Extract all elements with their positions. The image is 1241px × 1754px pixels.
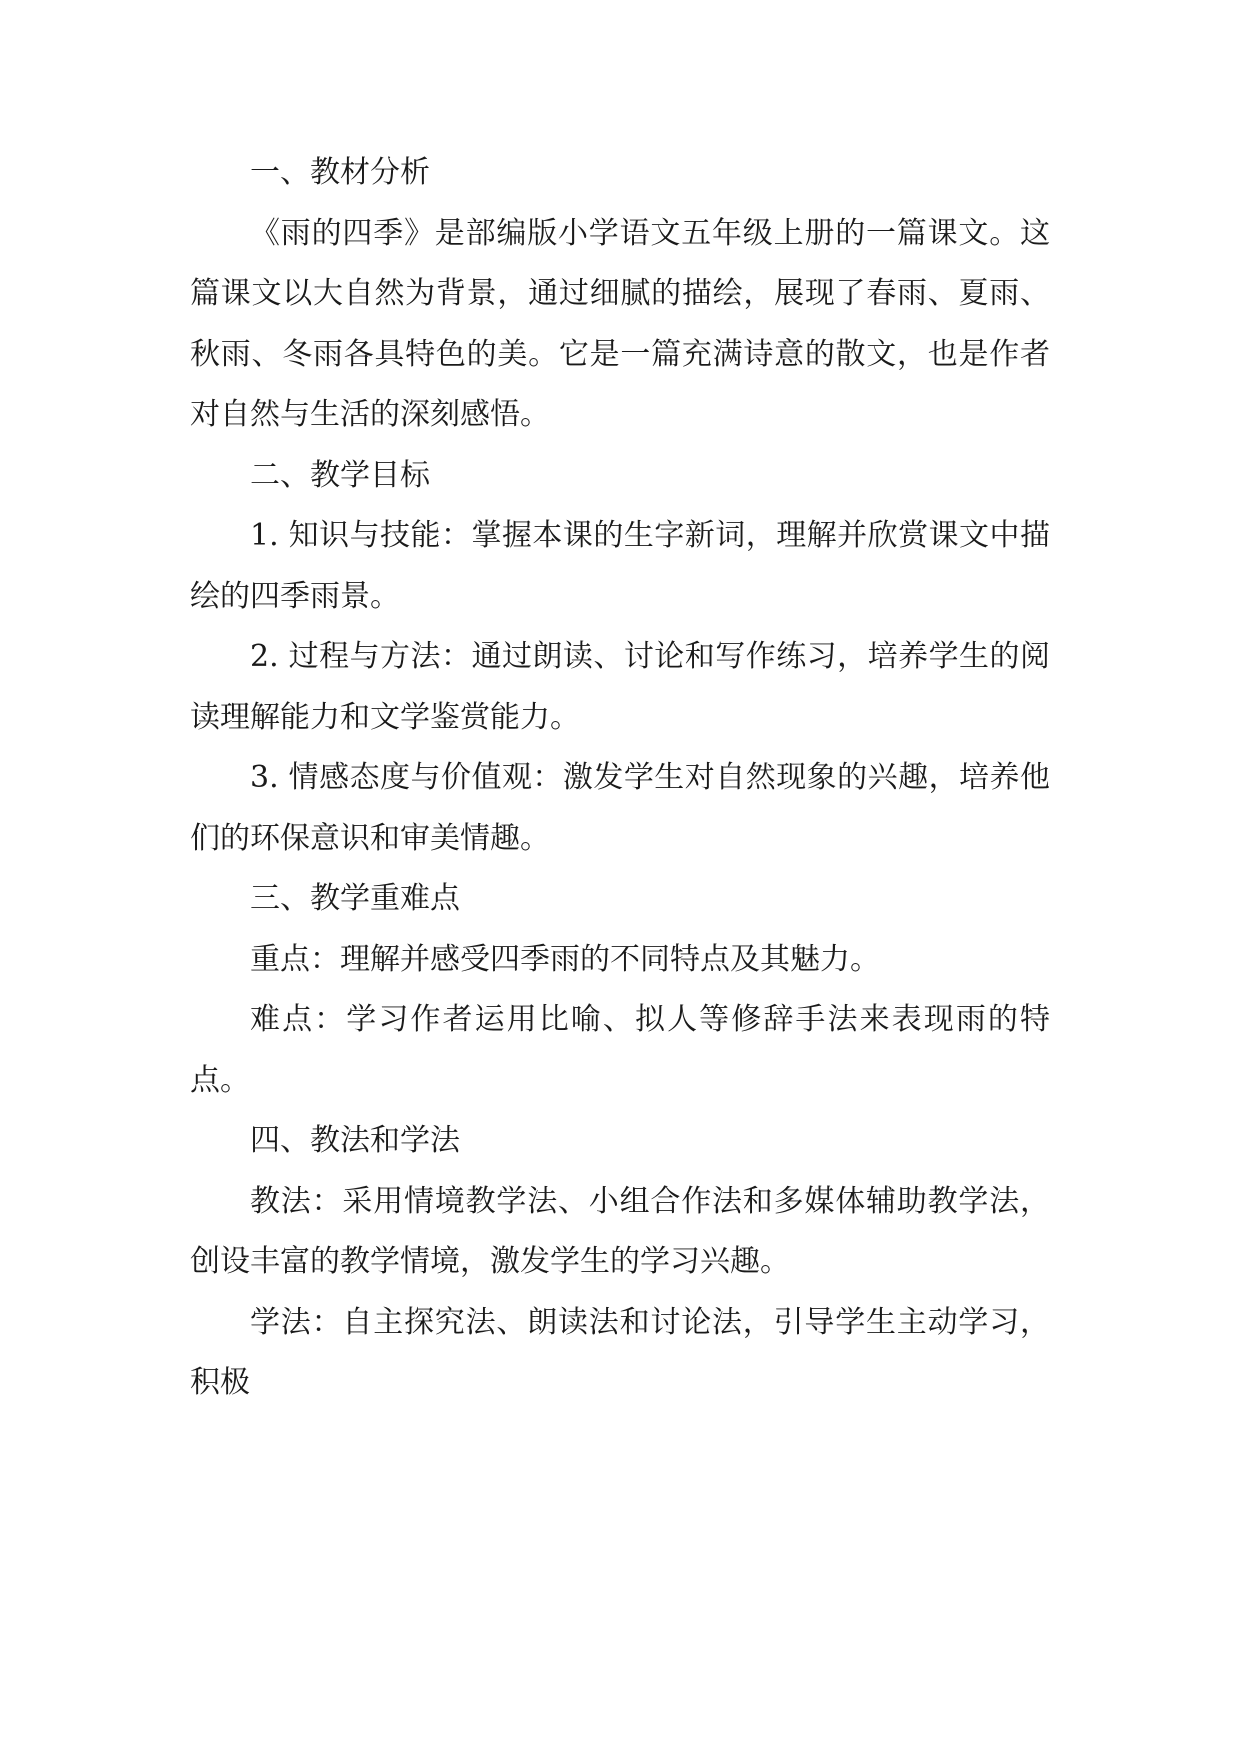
heading-key-difficult-points: 三、教学重难点 bbox=[250, 881, 460, 916]
learning-method: 学法：自主探究法、朗读法和讨论法，引导学生主动学习，积极 bbox=[190, 1304, 1050, 1400]
goal-process-methods: 2. 过程与方法：通过朗读、讨论和写作练习，培养学生的阅读理解能力和文学鉴赏能力。 bbox=[190, 639, 1050, 735]
goal-knowledge-skills: 1. 知识与技能：掌握本课的生字新词，理解并欣赏课文中描绘的四季雨景。 bbox=[190, 518, 1050, 614]
paragraph-textbook-analysis: 《雨的四季》是部编版小学语文五年级上册的一篇课文。这篇课文以大自然为背景，通过细腻的描绘，展现了春雨、夏雨、秋雨、冬雨各具特色的美。它是一篇充满诗意的散文，也是作者对自然与生活的深刻感悟。 bbox=[190, 215, 1050, 432]
document-body bbox=[190, 143, 1050, 1414]
heading-teaching-learning-methods: 四、教法和学法 bbox=[250, 1123, 460, 1158]
heading-textbook-analysis: 一、教材分析 bbox=[250, 155, 430, 190]
key-point: 重点：理解并感受四季雨的不同特点及其魅力。 bbox=[250, 941, 880, 977]
difficult-point: 难点：学习作者运用比喻、拟人等修辞手法来表现雨的特点。 bbox=[190, 1002, 1050, 1098]
goal-emotion-values: 3. 情感态度与价值观：激发学生对自然现象的兴趣，培养他们的环保意识和审美情趣。 bbox=[190, 760, 1050, 856]
teaching-method: 教法：采用情境教学法、小组合作法和多媒体辅助教学法，创设丰富的教学情境，激发学生的学习兴趣。 bbox=[190, 1183, 1050, 1279]
heading-teaching-goals: 二、教学目标 bbox=[250, 457, 430, 493]
